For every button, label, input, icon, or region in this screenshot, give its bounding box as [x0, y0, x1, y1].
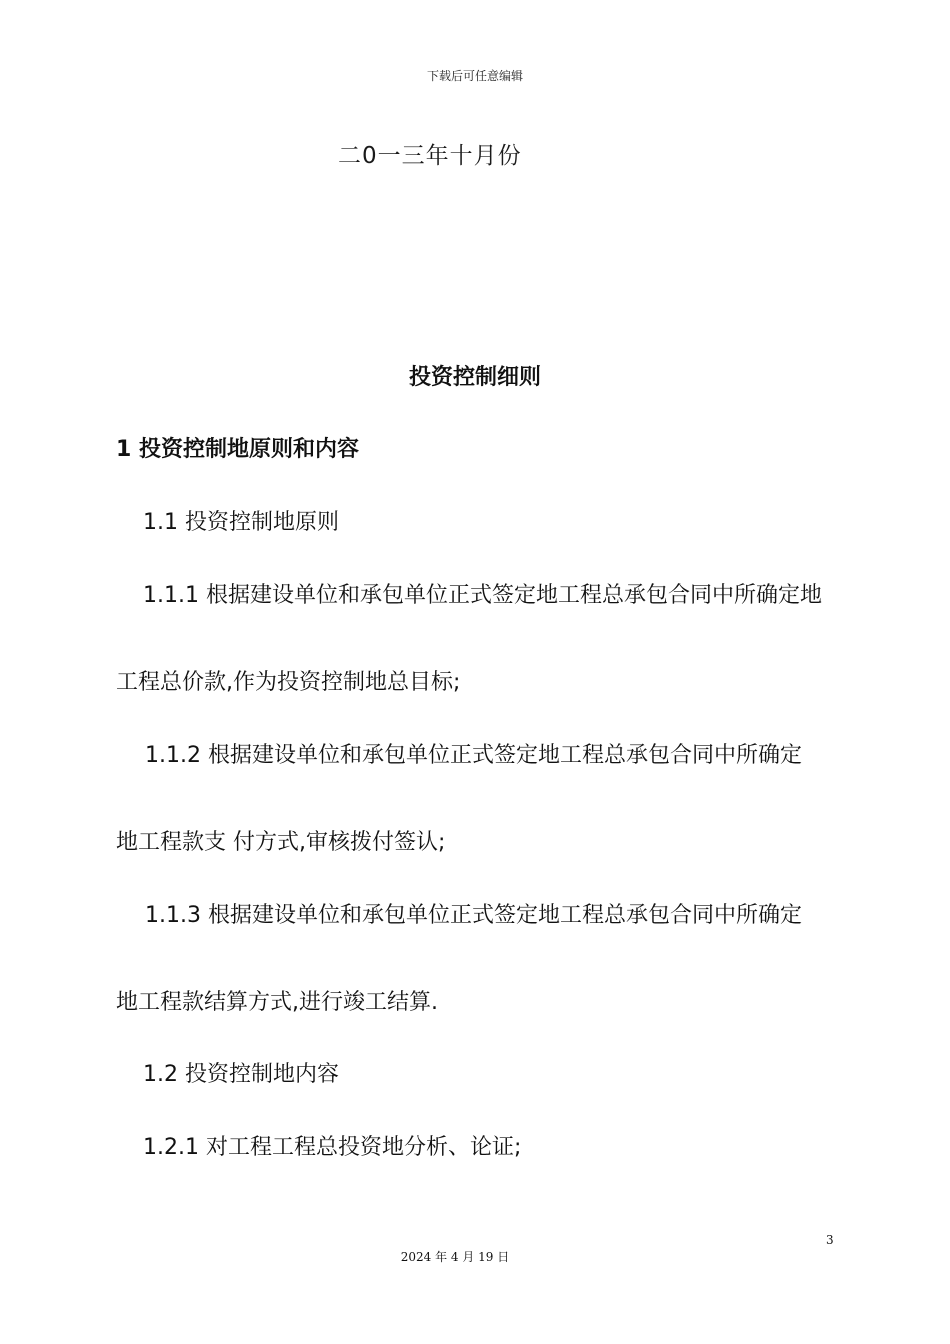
paragraph-line: 1.2.1 对工程工程总投资地分析、论证;: [143, 1135, 522, 1160]
subsection-heading: 1.2 投资控制地内容: [143, 1062, 339, 1087]
footer-date: 2024 年 4 月 19 日: [400, 1250, 510, 1264]
date-line: 二0一三年十月份: [338, 143, 522, 169]
header-note: 下载后可任意编辑: [426, 69, 523, 83]
paragraph-line: 1.1.2 根据建设单位和承包单位正式签定地工程总承包合同中所确定: [145, 743, 802, 768]
document-title: 投资控制细则: [408, 365, 541, 390]
paragraph-line: 地工程款结算方式,进行竣工结算.: [116, 990, 438, 1015]
paragraph-line: 1.1.3 根据建设单位和承包单位正式签定地工程总承包合同中所确定: [145, 903, 802, 928]
paragraph-line: 工程总价款,作为投资控制地总目标;: [116, 670, 461, 695]
section-heading: 1 投资控制地原则和内容: [116, 437, 359, 462]
page-number: 3: [826, 1233, 834, 1247]
subsection-heading: 1.1 投资控制地原则: [143, 510, 339, 535]
paragraph-line: 1.1.1 根据建设单位和承包单位正式签定地工程总承包合同中所确定地: [143, 583, 822, 608]
paragraph-line: 地工程款支 付方式,审核拨付签认;: [116, 830, 446, 855]
